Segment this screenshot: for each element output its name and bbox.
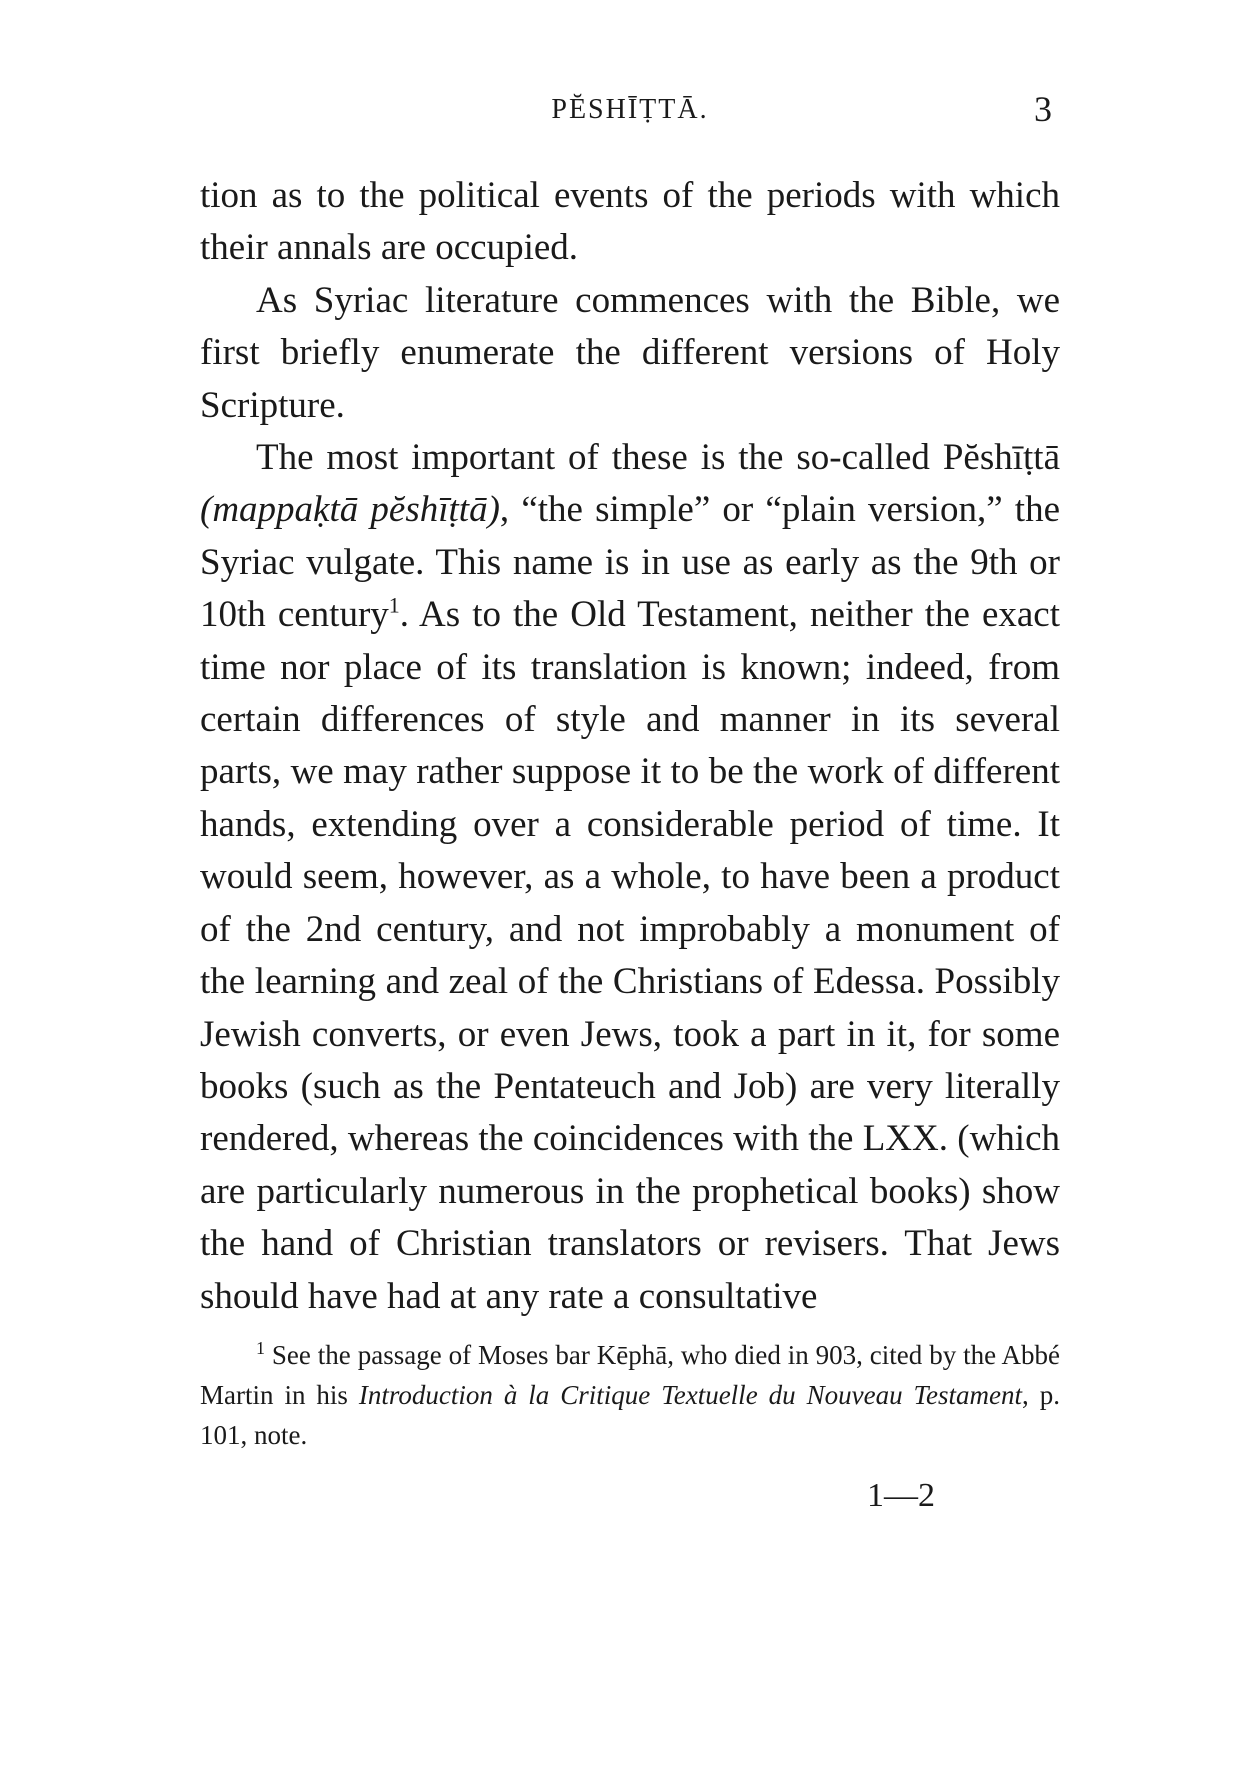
paragraph-1: tion as to the political events of the periods with which their annals are occupied.	[200, 175, 1060, 269]
paragraph-3	[200, 432, 1060, 1323]
footnote-text-b: , p. 101, note.	[200, 1379, 1061, 1450]
running-title: PĔSHĪṬTĀ.	[551, 94, 709, 125]
paragraph-3-part-b: , “the simple” or “plain version,” the Syriac vulgate. This name is in use as early as the 9th or 10th century	[200, 489, 1061, 636]
signature-mark: 1—2	[867, 1476, 935, 1514]
paragraph-2: As Syriac literature commences with the Bible, we first briefly enumerate the different versions of Holy Scripture.	[200, 279, 1060, 426]
paragraph-3-part-c: . As to the Old Testament, neither the exact time nor place of its translation is known; indeed, from certain differences of style and manner in its several parts, we may rather suppose it to be the work of different hands, extending over a considerable period of time. It would seem, however, as a whole, to have been a product of the 2nd century, and not improbably a monument of the learning and zeal of the Christians of Edessa. Possibly Jewish converts, or even Jews, took a part in it, for some books (such as the Pentateuch and Job) are very literally rendered, whereas the coincidences with the LXX. (which are particularly numerous in the prophetical books) show the hand of Christian translators or revisers. That Jews should have had at any rate a consultative	[200, 594, 1061, 1317]
footnote-book-title: Introduction à la Critique Textuelle du Nouveau Testament	[358, 1379, 1023, 1410]
syriac-term: (mappaḳtā pĕshīṭtā)	[200, 489, 500, 531]
footnote	[200, 1335, 1060, 1455]
page-number: 3	[1034, 89, 1052, 129]
footnote-mark: 1	[256, 1337, 265, 1358]
body-text	[200, 170, 1060, 1323]
book-page	[200, 80, 1060, 1515]
footnote-text-a: See the passage of Moses bar Kēphā, who died in 903, cited by the Abbé Martin in his	[200, 1339, 1060, 1410]
paragraph-3-part-a: The most important of these is the so-called Pĕshīṭtā	[256, 437, 1060, 479]
footnote-reference[interactable]: 1	[388, 592, 400, 618]
running-head	[200, 80, 1060, 140]
